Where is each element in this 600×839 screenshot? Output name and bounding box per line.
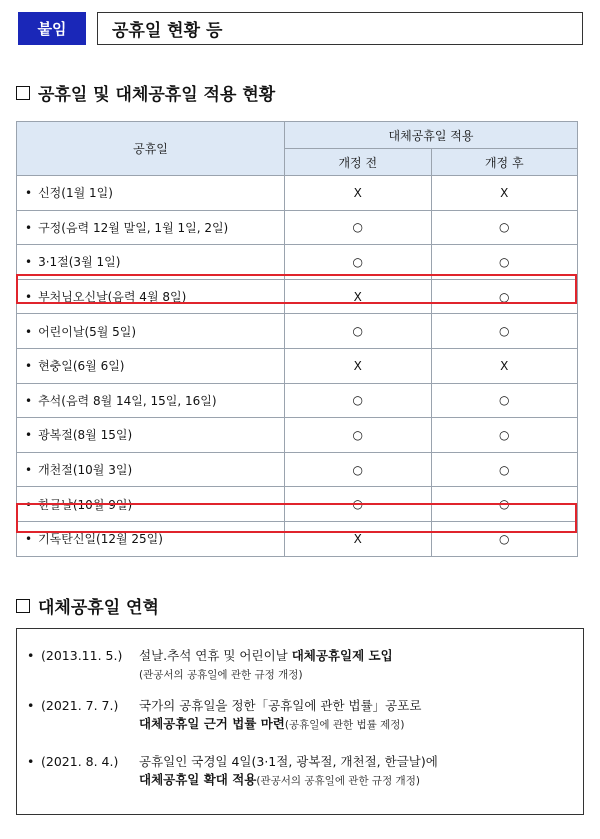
mark-before xyxy=(285,418,432,453)
circle-mark: ○ xyxy=(352,393,363,408)
x-mark: X xyxy=(353,358,362,373)
circle-mark: ○ xyxy=(352,462,363,477)
mark-after xyxy=(431,383,578,418)
mark-before xyxy=(285,210,432,245)
bullet: • xyxy=(27,648,35,663)
holiday-name: 구정(음력 12월 말일, 1월 1일, 2일) xyxy=(38,220,229,235)
table-row xyxy=(17,452,578,487)
holiday-name: 현충일(6월 6일) xyxy=(38,359,125,374)
mark-after xyxy=(431,210,578,245)
history-strong: 대체공휴일 확대 적용 xyxy=(139,772,257,787)
holiday-name-cell xyxy=(17,487,285,522)
mark-before xyxy=(285,176,432,211)
bullet: • xyxy=(25,463,33,478)
holiday-name: 추석(음력 8월 14일, 15일, 16일) xyxy=(38,393,217,408)
table-row xyxy=(17,279,578,314)
history-strong: 대체공휴일 근거 법률 마련 xyxy=(139,716,285,731)
circle-mark: ○ xyxy=(352,254,363,269)
mark-after xyxy=(431,348,578,383)
history-text: 공휴일인 국경일 4일(3·1절, 광복절, 개천절, 한글날)에 xyxy=(139,754,438,769)
header-holiday: 공휴일 xyxy=(17,122,285,176)
circle-mark: ○ xyxy=(352,497,363,512)
bullet: • xyxy=(25,290,33,305)
circle-mark: ○ xyxy=(499,462,510,477)
holiday-name-cell xyxy=(17,210,285,245)
mark-before xyxy=(285,452,432,487)
mark-after xyxy=(431,418,578,453)
mark-before xyxy=(285,279,432,314)
circle-mark: ○ xyxy=(499,531,510,546)
holiday-name-cell xyxy=(17,245,285,280)
history-sub: (관공서의 공휴일에 관한 규정 개정) xyxy=(256,775,420,787)
circle-mark: ○ xyxy=(499,393,510,408)
section-title-history xyxy=(16,593,159,618)
table-row xyxy=(17,487,578,522)
table-row xyxy=(17,314,578,349)
header-before: 개정 전 xyxy=(285,149,432,176)
holiday-name: 광복절(8월 15일) xyxy=(38,428,133,443)
holiday-name: 3·1절(3월 1일) xyxy=(38,255,121,270)
mark-after xyxy=(431,176,578,211)
history-box xyxy=(16,628,584,815)
checkbox-square-icon xyxy=(16,86,30,100)
history-text: 국가의 공휴일을 정한「공휴일에 관한 법률」공포로 xyxy=(139,698,422,713)
history-strong: 대체공휴일제 도입 xyxy=(291,648,393,663)
mark-before xyxy=(285,521,432,556)
bullet: • xyxy=(25,497,33,512)
header xyxy=(18,12,583,45)
bullet: • xyxy=(25,186,33,201)
circle-mark: ○ xyxy=(499,289,510,304)
history-date: (2021. 8. 4.) xyxy=(41,754,119,769)
bullet: • xyxy=(25,220,33,235)
holiday-name: 신정(1월 1일) xyxy=(38,186,113,201)
section-title-text: 대체공휴일 연혁 xyxy=(38,598,159,618)
holiday-name-cell xyxy=(17,279,285,314)
history-date: (2021. 7. 7.) xyxy=(41,698,119,713)
table-row xyxy=(17,383,578,418)
history-date: (2013.11. 5.) xyxy=(41,648,123,663)
holiday-name-cell xyxy=(17,176,285,211)
header-after: 개정 후 xyxy=(431,149,578,176)
circle-mark: ○ xyxy=(352,220,363,235)
holiday-name-cell xyxy=(17,314,285,349)
header-substitute-group: 대체공휴일 적용 xyxy=(285,122,578,149)
holiday-name: 한글날(10월 9일) xyxy=(38,497,133,512)
bullet: • xyxy=(27,754,35,769)
mark-after xyxy=(431,279,578,314)
mark-after xyxy=(431,521,578,556)
section-title-text: 공휴일 및 대체공휴일 적용 현황 xyxy=(38,85,276,105)
history-sub: (공휴일에 관한 법률 제정) xyxy=(284,719,405,731)
holiday-name: 부처님오신날(음력 4월 8일) xyxy=(38,290,187,305)
table-row xyxy=(17,176,578,211)
circle-mark: ○ xyxy=(499,427,510,442)
holiday-name: 개천절(10월 3일) xyxy=(38,463,133,478)
table-row xyxy=(17,348,578,383)
holiday-name-cell xyxy=(17,348,285,383)
section-title-status xyxy=(16,80,275,105)
holiday-name: 기독탄신일(12월 25일) xyxy=(38,532,163,547)
holiday-name-cell xyxy=(17,383,285,418)
holiday-name: 어린이날(5월 5일) xyxy=(38,324,137,339)
x-mark: X xyxy=(353,185,362,200)
mark-after xyxy=(431,245,578,280)
holiday-name-cell xyxy=(17,452,285,487)
holiday-table xyxy=(16,121,578,557)
table-row xyxy=(17,245,578,280)
circle-mark: ○ xyxy=(499,254,510,269)
bullet: • xyxy=(25,324,33,339)
circle-mark: ○ xyxy=(499,497,510,512)
mark-after xyxy=(431,452,578,487)
table-row xyxy=(17,521,578,556)
checkbox-square-icon xyxy=(16,599,30,613)
table-row xyxy=(17,418,578,453)
x-mark: X xyxy=(500,185,509,200)
x-mark: X xyxy=(353,289,362,304)
history-text: 설날.추석 연휴 및 어린이날 xyxy=(139,648,292,663)
holiday-rows xyxy=(17,176,578,557)
circle-mark: ○ xyxy=(352,427,363,442)
mark-before xyxy=(285,487,432,522)
bullet: • xyxy=(25,532,33,547)
circle-mark: ○ xyxy=(352,324,363,339)
x-mark: X xyxy=(500,358,509,373)
circle-mark: ○ xyxy=(499,220,510,235)
bullet: • xyxy=(25,393,33,408)
holiday-name-cell xyxy=(17,418,285,453)
circle-mark: ○ xyxy=(499,324,510,339)
mark-after xyxy=(431,314,578,349)
x-mark: X xyxy=(353,531,362,546)
table-row xyxy=(17,210,578,245)
bullet: • xyxy=(25,255,33,270)
bullet: • xyxy=(27,698,35,713)
mark-before xyxy=(285,245,432,280)
mark-after xyxy=(431,487,578,522)
mark-before xyxy=(285,314,432,349)
mark-before xyxy=(285,383,432,418)
bullet: • xyxy=(25,359,33,374)
page-title: 공휴일 현황 등 xyxy=(97,12,583,45)
holiday-name-cell xyxy=(17,521,285,556)
mark-before xyxy=(285,348,432,383)
attachment-badge: 붙임 xyxy=(18,12,86,45)
bullet: • xyxy=(25,428,33,443)
history-sub: (관공서의 공휴일에 관한 규정 개정) xyxy=(139,669,303,681)
